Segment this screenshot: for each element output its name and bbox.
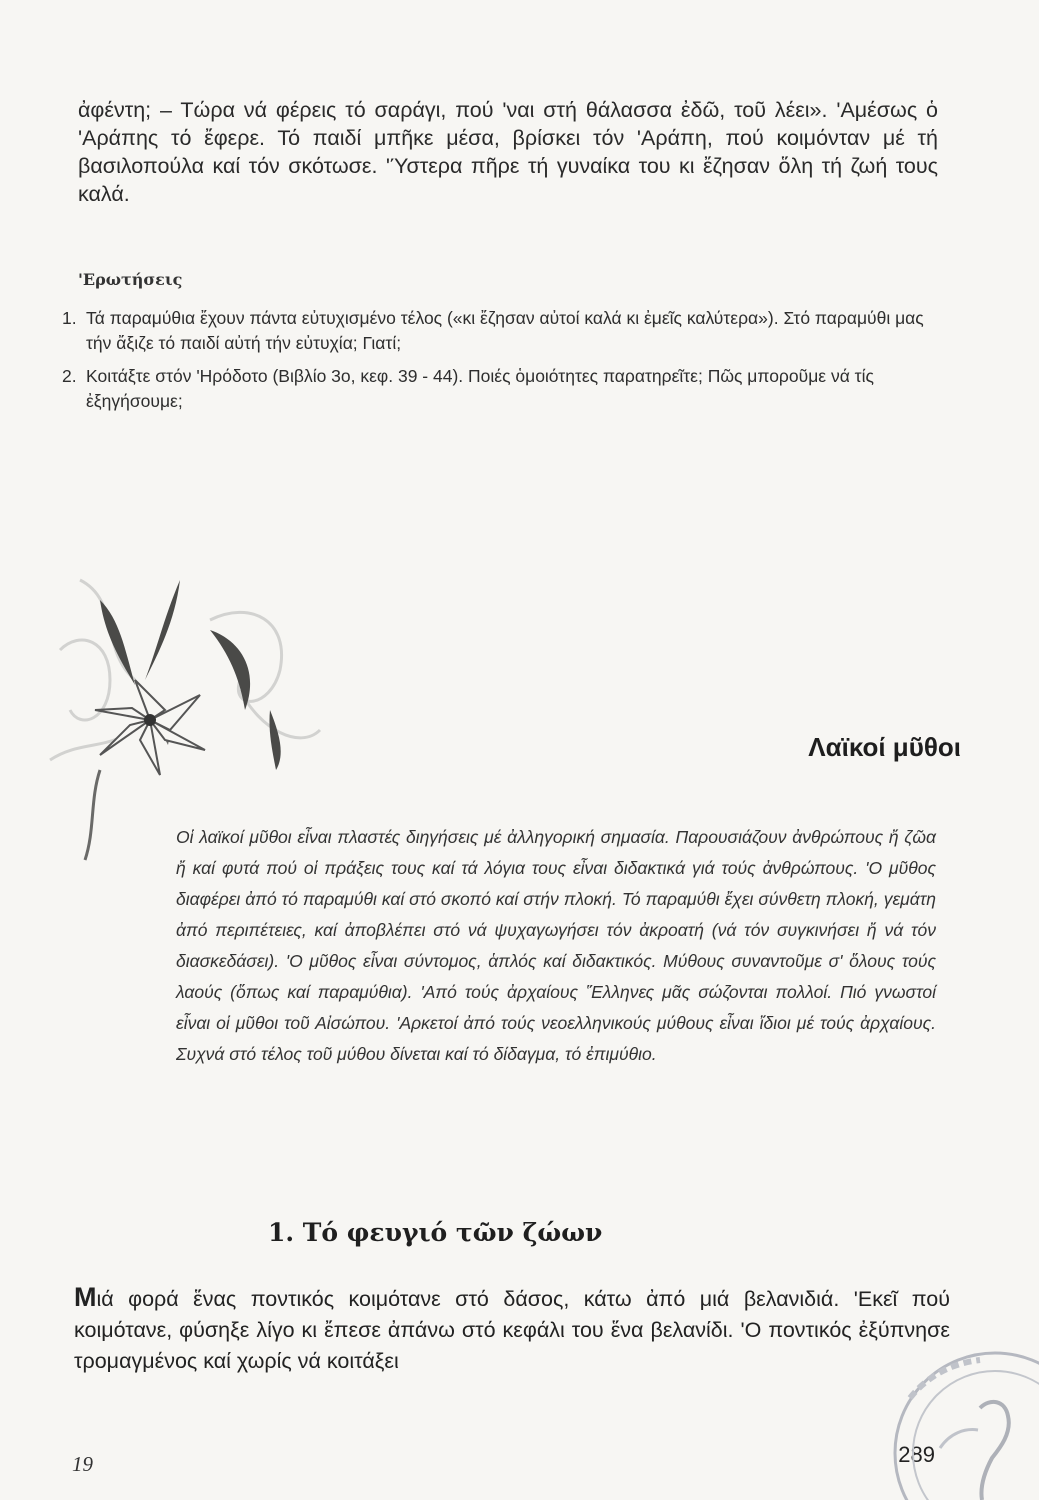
questions-list	[62, 306, 932, 422]
signature-number: 19	[72, 1452, 93, 1476]
question-text: Τά παραμύθια ἔχουν πάντα εὐτυχισμένο τέλος («κι ἔζησαν αὐτοί καλά κι ἐμεῖς καλύτερα»). Στό παραμύθι μας τήν ἄξιζε τό παιδί αὐτή τήν εὐτυχία; Γιατί;	[86, 308, 924, 353]
question-item	[62, 364, 932, 414]
page-number: 289	[898, 1442, 935, 1467]
question-number: 2.	[62, 366, 77, 386]
library-stamp-illustration	[880, 1338, 1039, 1500]
flower-center	[144, 714, 156, 726]
section-intro-paragraph: Οἱ λαϊκοί μῦθοι εἶναι πλαστές διηγήσεις μέ ἀλληγορική σημασία. Παρουσιάζουν ἀνθρώπους ἤ ζῶα ἤ καί φυτά πού οἱ πράξεις τους καί τά λόγια τους εἶναι διδακτικά γιά τούς ἀνθρώπους. 'Ο μῦθος διαφέρει ἀπό τό παραμύθι καί στό σκοπό καί στήν πλοκή. Τό παραμύθι ἔχει σύνθετη πλοκή, γεμάτη ἀπό περιπέτειες, καί ἀποβλέπει στό νά ψυχαγωγήσει τόν ἀκροατή (νά τόν συγκινήσει ἤ νά τόν διασκεδάσει). 'Ο μῦθος εἶναι σύντομος, ἁπλός καί διδακτικός. Μύθους συναντοῦμε σ' ὅλους τούς λαούς (ὅπως καί παραμύθια). 'Από τούς ἀρχαίους Ἕλληνες μᾶς σώζονται πολλοί. Πιό γνωστοί εἶναι οἱ μῦθοι τοῦ Αἰσώπου. 'Αρκετοί ἀπό τούς νεοελληνικούς μύθους εἶναι ἴδιοι μέ τούς ἀρχαίους. Συχνά στό τέλος τοῦ μύθου δίνεται καί τό δίδαγμα, τό ἐπιμύθιο.	[176, 827, 936, 1064]
drop-cap: Μ	[74, 1282, 97, 1312]
question-number: 1.	[62, 308, 77, 328]
question-item	[62, 306, 932, 356]
story-ending-paragraph: ἀφέντη; – Τώρα νά φέρεις τό σαράγι, πού 'ναι στή θάλασσα ἐδῶ, τοῦ λέει». 'Αμέσως ὁ 'Αράπης τό ἔφερε. Τό παιδί μπῆκε μέσα, βρίσκει τόν 'Αράπη, πού κοιμόνταν μέ τή βασιλοπούλα καί τόν σκότωσε. 'Ύστερα πῆρε τή γυναίκα του κι ἔζησαν ὅλη τή ζωή τους καλά.	[78, 98, 938, 206]
question-text: Κοιτάξτε στόν 'Ηρόδοτο (Βιβλίο 3ο, κεφ. 39 - 44). Ποιές ὁμοιότητες παρατηρεῖτε; Πῶς μποροῦμε νά τίς ἐξηγήσουμε;	[86, 366, 874, 411]
story-opening-paragraph	[74, 1282, 950, 1377]
questions-heading: 'Ερωτήσεις	[78, 270, 183, 289]
story-title: 1. Τό φευγιό τῶν ζώων	[268, 1218, 603, 1247]
story-opening-text: ιά φορά ἕνας ποντικός κοιμότανε στό δάσος, κάτω ἀπό μιά βελανιδιά. 'Εκεῖ πού κοιμότανε, φύσηξε λίγο κι ἔπεσε ἀπάνω στό κεφάλι του ἕνα βελανίδι. 'Ο ποντικός ἐξύπνησε τρομαγμένος καί χωρίς νά κοιτάξει	[74, 1287, 950, 1373]
section-title: Λαϊκοί μῦθοι	[808, 732, 961, 762]
